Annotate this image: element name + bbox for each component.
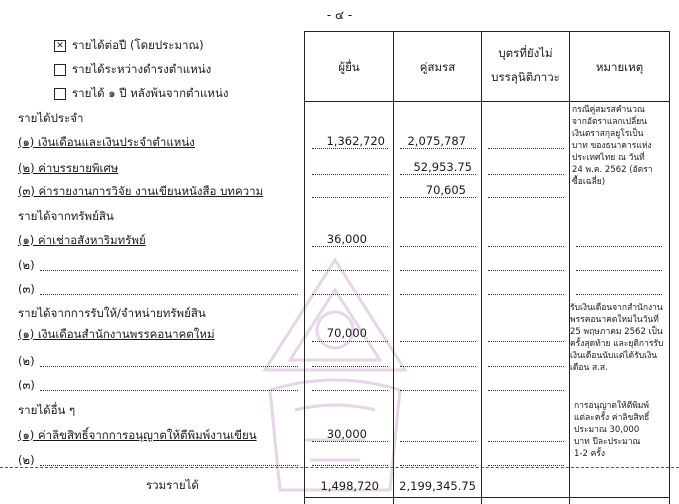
total-declarant-value: 1,498,720 (320, 479, 379, 493)
remark-line: ครั้งสุดท้าย และยุติการรับ (570, 339, 664, 349)
remark-line: ประมาณ 30,000 (574, 425, 640, 435)
row-label-blank: (๒) (18, 258, 35, 272)
column-header-remarks: หมายเหตุ (595, 60, 644, 74)
remark-line: พรรคอนาคตใหม่ในวันที่ (570, 315, 659, 325)
column-header-declarant: ผู้ยื่น (338, 60, 360, 74)
table-col-divider (569, 31, 570, 504)
total-underline (304, 497, 670, 498)
checked-checkbox-icon[interactable]: ✕ (54, 40, 66, 52)
column-header-line: บุตรที่ยังไม่ (498, 46, 553, 60)
row-label-blank: (๒) (18, 354, 35, 368)
row-label-blank: (๓) (18, 378, 35, 392)
table-header-border (304, 101, 670, 102)
remark-line: รับเงินเดือนจากสำนักงาน (570, 303, 663, 313)
remark-line: จากอัตราแลกเปลี่ยน (572, 117, 647, 127)
table-col-divider (481, 31, 482, 504)
remark-line: 1-2 ครั้ง (574, 449, 605, 459)
row-label-blank: (๓) (18, 282, 35, 296)
remark-line: กรณีคู่สมรสคำนวณ (572, 105, 645, 115)
remark-party-salary (570, 302, 670, 374)
option-label: รายได้ต่อปี (โดยประมาณ) (72, 38, 204, 52)
spouse-research-value: 70,605 (425, 183, 466, 197)
total-spouse-value: 2,199,345.75 (399, 479, 476, 493)
section-heading-regular: รายได้ประจำ (18, 111, 84, 125)
option-annual-income[interactable] (54, 37, 204, 55)
spouse-salary-value: 2,075,787 (407, 134, 466, 148)
row-label-rent: (๑) ค่าเช่าอสังหาริมทรัพย์ (18, 233, 146, 247)
total-separator (0, 467, 679, 468)
option-label: รายได้ระหว่างดำรงตำแหน่ง (72, 62, 212, 76)
remark-line: แต่ละครั้ง ค่าลิขสิทธิ์ (574, 413, 650, 423)
row-label-royalty: (๑) ค่าลิขสิทธิ์จากการอนุญาตให้ตีพิมพ์งานเขียน (18, 428, 257, 442)
row-label-salary: (๑) เงินเดือนและเงินประจำตำแหน่ง (18, 135, 195, 149)
declarant-party-salary-value: 70,000 (326, 326, 367, 340)
remark-line: 24 พ.ค. 2562 (อัตรา (572, 165, 653, 175)
section-heading-other: รายได้อื่น ๆ (18, 403, 76, 417)
row-label-lecture: (๒) ค่าบรรยายพิเศษ (18, 161, 119, 175)
option-label: รายได้ ๑ ปี หลังพ้นจากตำแหน่ง (72, 86, 229, 100)
remark-line: ประเทศไทย ณ วันที่ (572, 153, 645, 163)
total-label: รวมรายได้ (146, 478, 199, 492)
table-top-border (304, 31, 670, 32)
remark-exchange-rate (572, 104, 672, 188)
remark-line: ซื้อเฉลี่ย) (572, 177, 606, 187)
option-income-during-term[interactable] (54, 61, 211, 79)
declarant-rent-value: 36,000 (326, 232, 367, 246)
remark-line: เงินตราสกุลยูโรเป็น (572, 129, 644, 139)
column-header-spouse: คู่สมรส (419, 60, 456, 74)
declarant-salary-value: 1,362,720 (326, 134, 385, 148)
declarant-royalty-value: 30,000 (326, 427, 367, 441)
page-number: - ๔ - (326, 8, 353, 22)
emblem-watermark-icon (250, 250, 420, 500)
spouse-lecture-value: 52,953.75 (413, 160, 472, 174)
empty-checkbox-icon[interactable] (54, 88, 66, 100)
row-label-research: (๓) ค่ารายงานการวิจัย งานเขียนหนังสือ บทความ (18, 184, 264, 198)
option-income-after-term[interactable] (54, 85, 228, 103)
row-label-blank: (๒) (18, 453, 35, 467)
remark-line: 25 พฤษภาคม 2562 เป็น (570, 327, 663, 337)
column-header-line: บรรลุนิติภาวะ (491, 70, 560, 84)
table-col-divider (393, 31, 394, 504)
section-heading-gifts: รายได้จากการรับให้/จำหน่ายทรัพย์สิน (18, 306, 206, 320)
section-heading-assets: รายได้จากทรัพย์สิน (18, 209, 114, 223)
remark-line: เงินเดือนนับแต่ได้รับเงิน (570, 351, 658, 361)
remark-line: เดือน ส.ส. (570, 363, 608, 373)
remark-line: การอนุญาตให้ตีพิมพ์ (574, 401, 650, 411)
empty-checkbox-icon[interactable] (54, 64, 66, 76)
remark-royalty (574, 400, 674, 460)
column-header-minor-child (482, 44, 569, 86)
row-label-party-salary: (๑) เงินเดือนสำนักงานพรรคอนาคตใหม่ (18, 327, 215, 341)
remark-line: บาท ของธนาคารแห่ง (572, 141, 652, 151)
remark-line: บาท ปีละประมาณ (574, 437, 641, 447)
